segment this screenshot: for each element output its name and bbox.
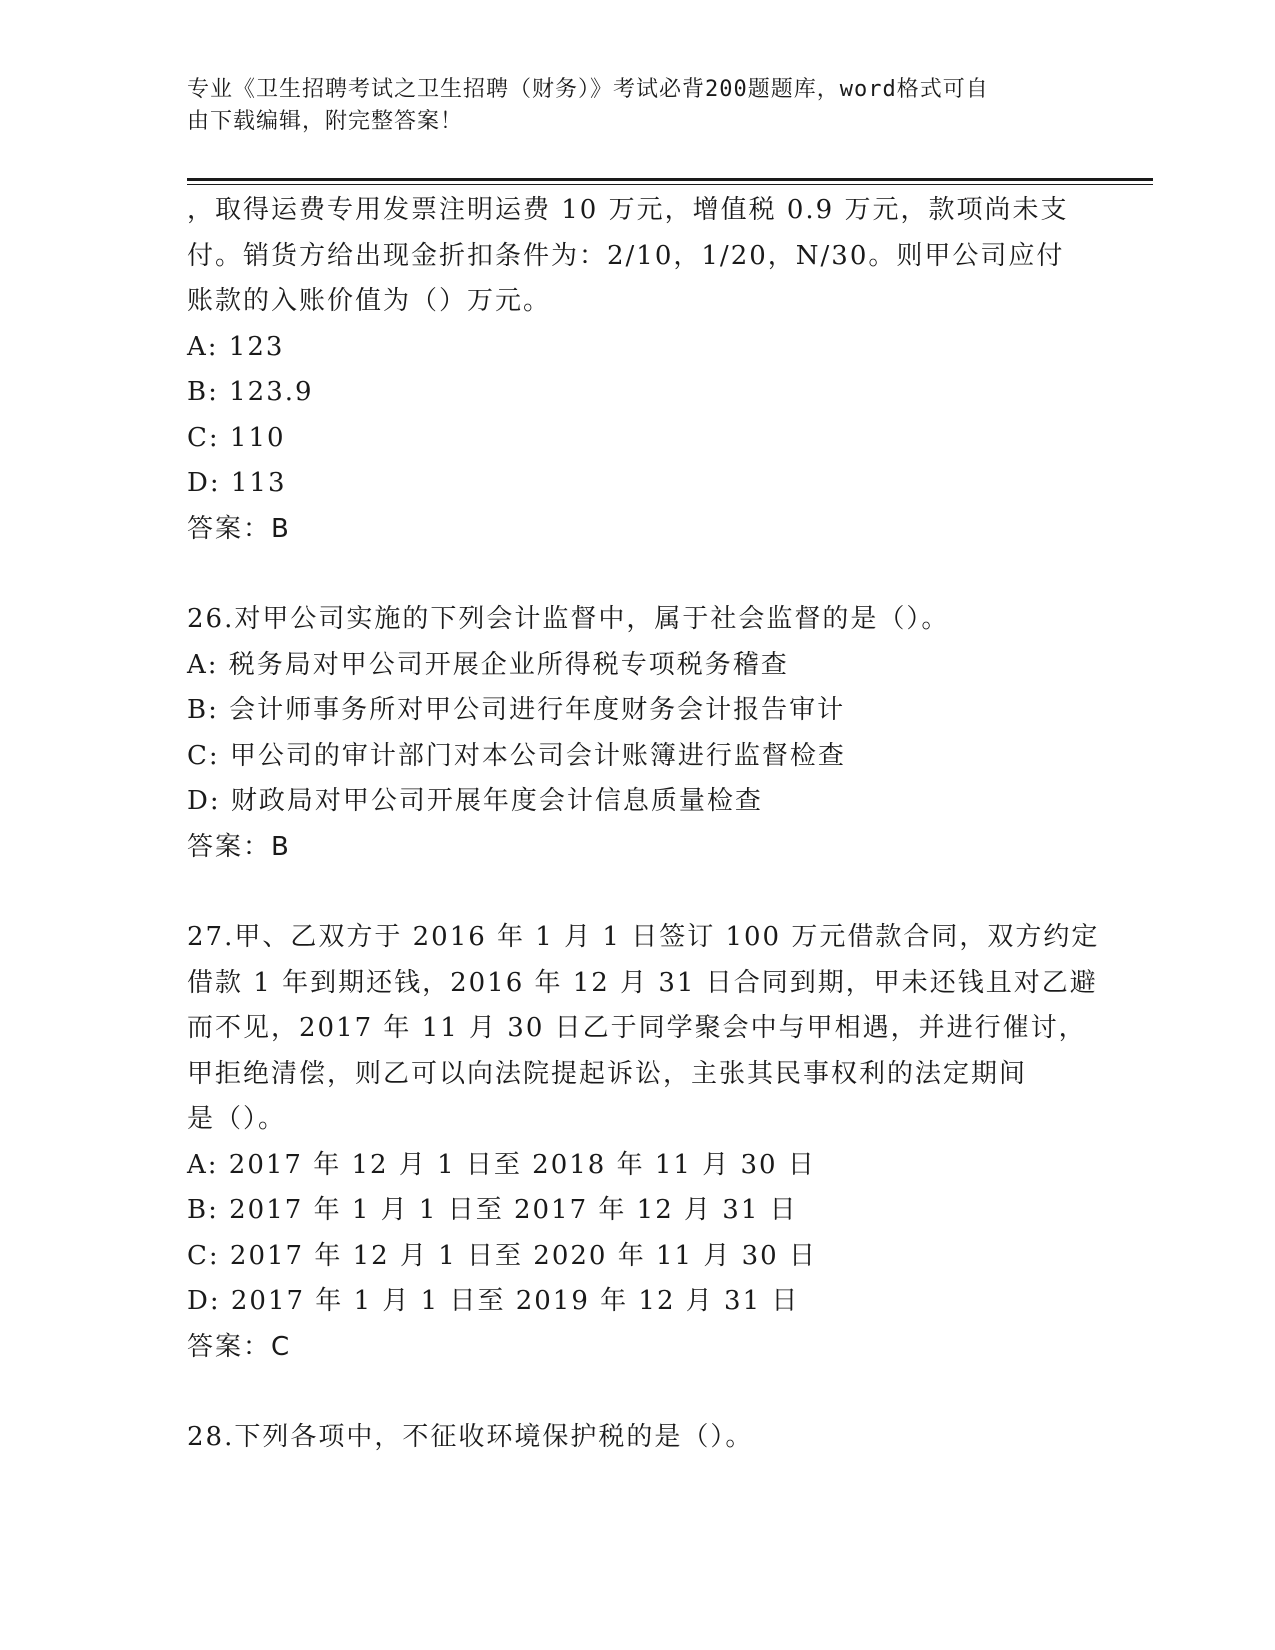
question-28: [187, 1415, 1087, 1461]
document-header: [187, 74, 1067, 138]
question-stem-line: ，取得运费专用发票注明运费 10 万元，增值税 0.9 万元，款项尚未支: [187, 195, 1069, 225]
question-stem-line: 27.甲、乙双方于 2016 年 1 月 1 日签订 100 万元借款合同，双方约定: [187, 922, 1100, 952]
option-a: A: 税务局对甲公司开展企业所得税专项税务稽查: [187, 649, 789, 680]
question-stem-line: 账款的入账价值为（）万元。: [187, 286, 552, 316]
header-line-2: 由下载编辑，附完整答案！: [187, 109, 464, 134]
header-line-1: 专业《卫生招聘考试之卫生招聘（财务）》考试必背200题题库，word格式可自: [187, 77, 989, 102]
option-d: D: 113: [187, 468, 287, 498]
option-b: B: 2017 年 1 月 1 日至 2017 年 12 月 31 日: [187, 1195, 798, 1225]
question-26: [187, 597, 1087, 870]
option-a: A: 123: [187, 331, 285, 362]
question-stem-line: 26.对甲公司实施的下列会计监督中，属于社会监督的是（）。: [187, 604, 950, 634]
question-27: [187, 915, 1100, 1370]
option-d: D: 财政局对甲公司开展年度会计信息质量检查: [187, 786, 763, 816]
option-c: C: 甲公司的审计部门对本公司会计账簿进行监督检查: [187, 740, 846, 771]
option-d: D: 2017 年 1 月 1 日至 2019 年 12 月 31 日: [187, 1286, 800, 1316]
option-c: C: 2017 年 12 月 1 日至 2020 年 11 月 30 日: [187, 1240, 817, 1271]
answer-label: 答案：B: [187, 513, 291, 544]
question-stem-line: 借款 1 年到期还钱，2016 年 12 月 31 日合同到期，甲未还钱且对乙避: [187, 967, 1098, 998]
question-stem-line: 而不见，2017 年 11 月 30 日乙于同学聚会中与甲相遇，并进行催讨，: [187, 1013, 1087, 1043]
question-stem-line: 28.下列各项中，不征收环境保护税的是（）。: [187, 1422, 754, 1452]
answer-label: 答案：C: [187, 1331, 292, 1362]
answer-label: 答案：B: [187, 831, 291, 862]
question-spacer: [187, 552, 1087, 597]
header-rule-thick: [187, 178, 1153, 181]
question-25: [187, 188, 1087, 552]
option-b: B: 会计师事务所对甲公司进行年度财务会计报告审计: [187, 695, 846, 725]
question-stem-line: 甲拒绝清偿，则乙可以向法院提起诉讼，主张其民事权利的法定期间: [187, 1058, 1028, 1089]
option-b: B: 123.9: [187, 377, 314, 407]
option-a: A: 2017 年 12 月 1 日至 2018 年 11 月 30 日: [187, 1149, 816, 1180]
header-rule-thin: [187, 184, 1153, 185]
question-spacer: [187, 1370, 1087, 1415]
option-c: C: 110: [187, 422, 286, 453]
question-content: [187, 188, 1100, 1461]
question-spacer: [187, 870, 1087, 915]
question-stem-line: 是（）。: [187, 1104, 287, 1134]
question-stem-line: 付。销货方给出现金折扣条件为：2/10，1/20，N/30。则甲公司应付: [187, 240, 1065, 271]
